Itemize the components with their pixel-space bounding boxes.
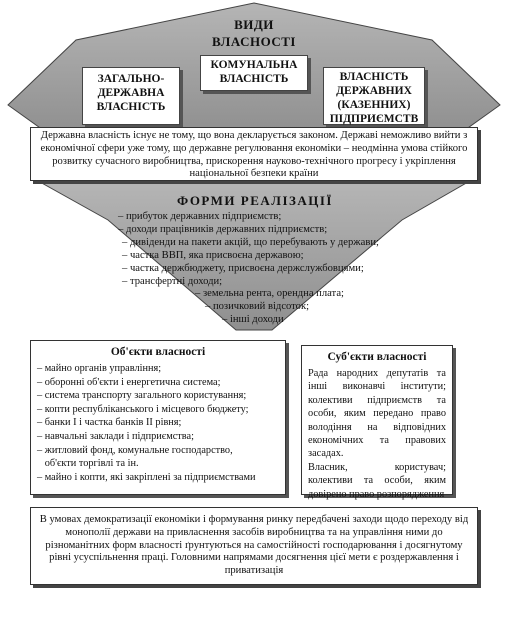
- form-item: – позичковий відсоток;: [205, 301, 310, 312]
- form-item: – інші доходи: [222, 314, 284, 325]
- object-item: – банки І і частка банків ІІ рівня;: [37, 417, 182, 429]
- object-item: об'єкти торгівлі та ін.: [37, 458, 139, 470]
- object-item: – копти республіканського і місцевого бюджету;: [37, 403, 249, 415]
- object-item: – майно і копти, які закріплені за підприємствами: [37, 471, 256, 483]
- type-box-general-state: ЗАГАЛЬНО-ДЕРЖАВНА ВЛАСНІСТЬ: [82, 67, 180, 125]
- diagram-title: ВИДИ ВЛАСНОСТІ: [212, 17, 296, 49]
- form-item: – трансфертні доходи;: [122, 276, 223, 287]
- object-item: – навчальні заклади і підприємства;: [37, 430, 194, 442]
- objects-title: Об'єкти власності: [110, 346, 206, 358]
- form-item: – частка держбюджету, присвоєна держслужбовцями;: [122, 263, 364, 274]
- forms-title: ФОРМИ РЕАЛІЗАЦІЇ: [177, 193, 333, 208]
- subjects-paragraph: Власник, користувач; колективи та особи, яким довірено право розпорядження: [308, 461, 446, 500]
- object-item: – система транспорту загального користування;: [37, 390, 247, 402]
- state-property-statement: Державна власність існує не тому, що вона декларується законом. Державі неможливо вийти з економічної сфери уже тому, що державне регулювання економіки – неодмінна умова стійкого розвитку сучасного виробництва, прискорення науково-технічного прогресу і укріплення національної безпеки країни: [30, 127, 478, 181]
- form-item: – доходи працівників державних підприємств;: [118, 224, 328, 235]
- type-box-state-enterprises: ВЛАСНІСТЬ ДЕРЖАВНИХ (КАЗЕННИХ) ПІДПРИЄМСТВ: [323, 67, 425, 125]
- form-item: – земельна рента, орендна плата;: [195, 288, 344, 299]
- conclusion-text: В умовах демократизації економіки і формування ринку передбачені заходи щодо переходу від монополії держави на привласнення засобів виробництва та на управління ними до різноманітних форм власності ґрунтуються на самостійності господарювання і досягнутому рівні усуспільнення праці. Головними напрямами досягнення цієї мети є роздержавлення і приватизація: [30, 507, 478, 585]
- object-item: – майно органів управління;: [37, 363, 162, 374]
- object-item: – житловий фонд, комунальне господарство,: [37, 444, 233, 456]
- form-item: – частка ВВП, яка присвоєна державою;: [122, 250, 304, 261]
- subjects-paragraph: Рада народних депутатів та інші виконавчі інститути; колективи підприємств та особи, яким передано право володіння на відповідних економічних та правових засадах.: [308, 368, 446, 460]
- subjects-panel: [301, 345, 453, 500]
- form-item: – прибуток державних підприємств;: [118, 211, 282, 222]
- object-item: – оборонні об'єкти і енергетична система;: [37, 376, 221, 388]
- objects-panel: [30, 340, 286, 495]
- subjects-title: Суб'єкти власності: [327, 351, 427, 363]
- type-box-communal: КОМУНАЛЬНА ВЛАСНІСТЬ: [200, 55, 308, 91]
- form-item: – дивіденди на пакети акцій, що перебувають у держави;: [122, 237, 379, 248]
